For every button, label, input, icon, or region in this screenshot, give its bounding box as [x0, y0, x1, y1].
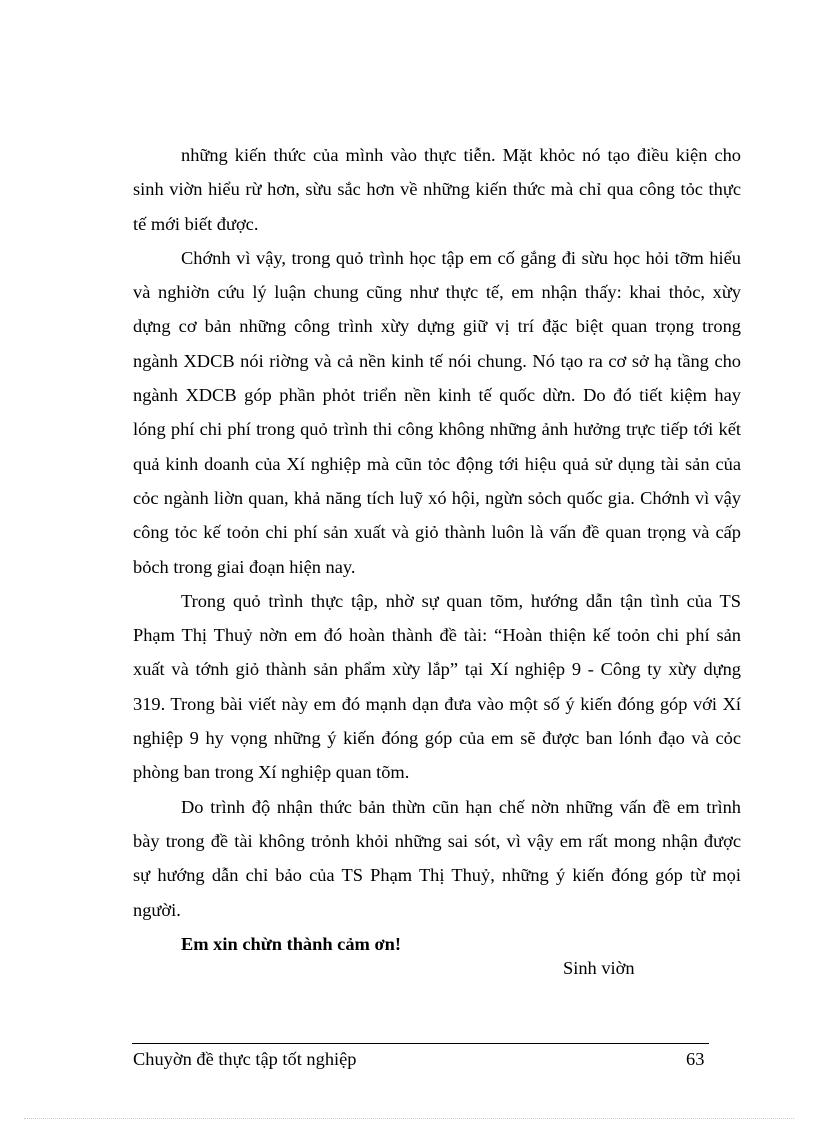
text-line: ngành XDCB góp phần phỏt triển nền kinh tế quốc dừn. Do đó tiết kiệm hay: [133, 385, 741, 406]
text-line: tế mới biết được.: [133, 213, 259, 234]
text-line: sinh viờn hiểu rừ hơn, sừu sắc hơn về những kiến thức mà chỉ qua công tỏc thực: [133, 179, 741, 200]
text-line: phòng ban trong Xí nghiệp quan tõm.: [133, 762, 410, 783]
text-line: quả kinh doanh của Xí nghiệp mà cũn tỏc động tới hiệu quả sử dụng tài sản của: [133, 453, 741, 474]
text-line: nghiệp 9 hy vọng những ý kiến đóng góp của em sẽ được ban lónh đạo và cỏc: [133, 728, 741, 749]
page-edge-divider: [24, 1118, 794, 1119]
text-line: xuất và tớnh giỏ thành sản phẩm xừy lắp” tại Xí nghiệp 9 - Công ty xừy dựng: [133, 659, 741, 680]
text-line: 319. Trong bài viết này em đó mạnh dạn đưa vào một số ý kiến đóng góp với Xí: [133, 693, 741, 714]
text-line: Trong quỏ trình thực tập, nhờ sự quan tõm, hướng dẫn tận tình của TS: [181, 590, 741, 611]
footer-title: Chuyờn đề thực tập tốt nghiệp: [133, 1049, 357, 1069]
closing-thanks: Em xin chừn thành cảm ơn!: [181, 933, 401, 954]
text-line: Phạm Thị Thuỷ nờn em đó hoàn thành đề tài: “Hoàn thiện kế toỏn chi phí sản: [133, 625, 741, 646]
text-line: và nghiờn cứu lý luận chung cũng như thực tế, em nhận thấy: khai thỏc, xừy: [133, 282, 741, 303]
text-line: Chớnh vì vậy, trong quỏ trình học tập em cố gắng đi sừu học hỏi tỡm hiểu: [181, 247, 741, 268]
text-line: cỏc ngành liờn quan, khả năng tích luỹ xó hội, ngừn sỏch quốc gia. Chớnh vì vậy: [133, 487, 741, 508]
text-line: Do trình độ nhận thức bản thừn cũn hạn chế nờn những vấn đề em trình: [181, 796, 741, 817]
text-line: những kiến thức của mình vào thực tiễn. Mặt khỏc nó tạo điều kiện cho: [181, 145, 741, 165]
text-line: bày trong đề tài không trỏnh khỏi những sai sót, vì vậy em rất mong nhận được: [133, 830, 741, 851]
paragraph-4: [133, 790, 741, 927]
page-number: 63: [686, 1049, 705, 1069]
footer-divider: [132, 1043, 709, 1044]
paragraph-1: [133, 138, 741, 241]
text-line: dựng cơ bản những công trình xừy dựng giữ vị trí đặc biệt quan trọng trong: [133, 316, 741, 337]
text-line: bỏch trong giai đoạn hiện nay.: [133, 556, 356, 577]
paragraph-3: [133, 584, 741, 790]
text-line: người.: [133, 899, 181, 920]
text-line: công tỏc kế toỏn chi phí sản xuất và giỏ thành luôn là vấn đề quan trọng và cấp: [133, 522, 741, 543]
text-line: sự hướng dẫn chỉ bảo của TS Phạm Thị Thuỷ, những ý kiến đóng góp từ mọi: [133, 865, 741, 886]
text-line: ngành XDCB nói riờng và cả nền kinh tế nói chung. Nó tạo ra cơ sở hạ tầng cho: [133, 350, 741, 371]
body-text: [133, 138, 741, 961]
paragraph-2: [133, 241, 741, 584]
text-line: lóng phí chi phí trong quỏ trình thi công không những ảnh hưởng trực tiếp tới kết: [133, 419, 741, 440]
signature-label: Sinh viờn: [563, 958, 635, 978]
